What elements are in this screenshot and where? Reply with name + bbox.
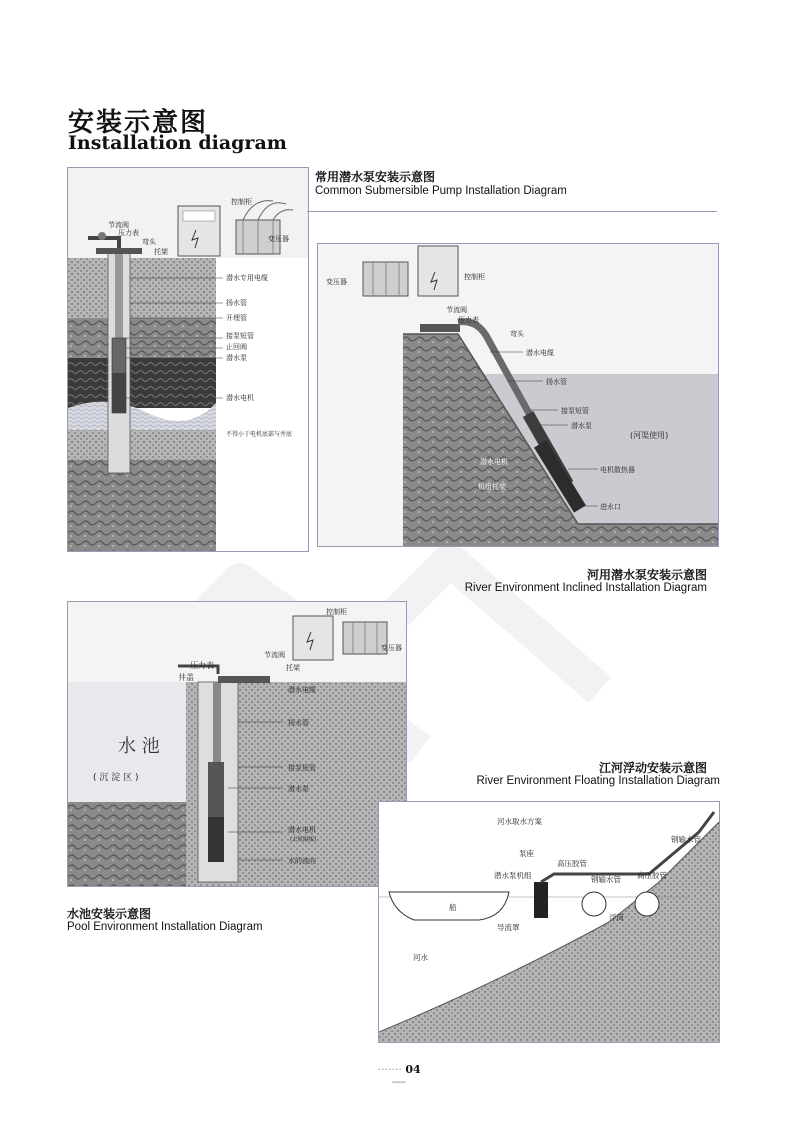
- d3-label-pool: 水 池: [118, 736, 160, 757]
- diagram4-caption-en: River Environment Floating Installation Diagram: [476, 775, 720, 787]
- d2-label-frame: 机组托架: [478, 483, 506, 491]
- d1-label-bracket: 托架: [154, 248, 168, 256]
- d4-label-base: 泵座: [519, 849, 534, 858]
- d4-label-steel2: 钢输水管: [591, 875, 621, 884]
- d3-label-well-cover: 井盖: [178, 673, 194, 682]
- diagram3-figure: [68, 602, 406, 886]
- diagram1-caption-en: Common Submersible Pump Installation Diagram: [315, 185, 567, 197]
- page-number: ······· 04 ──: [377, 1063, 421, 1089]
- d4-label-boat: 船: [449, 903, 457, 912]
- d1-label-riser: 扬水管: [226, 299, 247, 307]
- d2-label-river-use: (河渠使用): [630, 431, 669, 440]
- diagram1-figure: [68, 168, 308, 551]
- d3-label-cabinet: 控制柜: [326, 608, 347, 616]
- d1-label-throttle: 节流阀: [108, 221, 129, 229]
- d1-label-cabinet: 控制柜: [231, 198, 252, 206]
- diagram2-caption-cn: 河用潜水泵安装示意图: [586, 568, 707, 582]
- d4-label-river: 河水: [413, 953, 428, 962]
- d2-label-motor: 潜水电机: [480, 458, 508, 466]
- d2-label-riser: 扬水管: [546, 378, 567, 386]
- page-title: 安装示意图: [68, 108, 209, 138]
- d4-label-hose1: 高压胶管: [557, 859, 587, 868]
- d3-label-bracket: 托架: [286, 664, 300, 672]
- d3-label-motor-sub: (去机隔板): [290, 837, 317, 843]
- diagram3-caption-cn: 水池安装示意图: [67, 907, 152, 921]
- diagram4-figure: [379, 802, 719, 1042]
- d4-label-scheme: 河水取水方案: [497, 817, 542, 826]
- d3-label-throttle: 节流阀: [264, 651, 285, 659]
- diagram1-caption-cn: 常用潜水泵安装示意图: [315, 170, 436, 184]
- d3-label-gauge: 压力表: [190, 661, 214, 670]
- d1-label-check: 止回阀: [226, 343, 247, 351]
- diagram3-caption-en: Pool Environment Installation Diagram: [67, 921, 263, 933]
- d1-label-cable: 潜水专用电缆: [226, 274, 268, 282]
- d2-label-inlet: 进水口: [600, 503, 621, 511]
- d2-label-transformer: 变压器: [326, 278, 347, 286]
- d3-label-joint: 接泵短管: [288, 764, 316, 772]
- d3-label-pump: 潜水泵: [288, 785, 309, 793]
- d1-label-transformer: 变压器: [268, 235, 289, 243]
- d1-label-motor: 潜水电机: [226, 394, 254, 402]
- d1-label-gauge: 压力表: [118, 229, 139, 237]
- d4-label-guide: 导流罩: [497, 923, 520, 932]
- diagram3-panel: [67, 601, 407, 887]
- page-subtitle: Installation diagram: [68, 132, 287, 154]
- d2-label-cable: 潜水电缆: [526, 349, 554, 357]
- d2-label-throttle: 节流阀: [446, 306, 467, 314]
- d2-label-joint: 接泵短管: [561, 407, 589, 415]
- divider-line: [307, 211, 717, 212]
- diagram2-panel: [317, 243, 719, 547]
- d1-label-pump: 潜水泵: [226, 354, 247, 362]
- d4-label-unit: 潜水泵机组: [494, 871, 532, 880]
- d1-label-elbow: 弯头: [142, 238, 156, 246]
- diagram2-caption-en: River Environment Inclined Installation Diagram: [464, 582, 707, 594]
- d3-label-motor: 潜水电机: [288, 826, 316, 834]
- d1-label-note: 不得小于电机底部与井底: [226, 431, 293, 438]
- d3-label-riser: 扬水管: [288, 719, 309, 727]
- diagram4-caption-cn: 江河浮动安装示意图: [598, 761, 707, 775]
- diagram1-panel: [67, 167, 309, 552]
- d3-label-sediment: ( 沉 淀 区 ): [93, 773, 139, 783]
- d3-label-flow: 水的流向: [288, 857, 316, 865]
- d2-label-cabinet: 控制柜: [464, 273, 485, 281]
- diagram4-panel: [378, 801, 720, 1043]
- d4-label-float: 浮筒: [609, 913, 624, 922]
- d1-label-joint: 接泵短管: [226, 332, 254, 340]
- d2-label-elbow: 弯头: [510, 330, 524, 338]
- d4-label-steel1: 钢输水管: [671, 835, 701, 844]
- d2-label-cooler: 电机散热器: [600, 466, 635, 474]
- d2-label-pump: 潜水泵: [571, 422, 592, 430]
- d2-label-gauge: 压力表: [458, 316, 479, 324]
- d3-label-cable: 潜水电缆: [288, 686, 316, 694]
- diagram2-figure: [318, 244, 718, 546]
- d1-label-casing: 开埋管: [226, 314, 247, 322]
- d4-label-hose2: 高压胶管: [637, 871, 667, 880]
- d3-label-transformer: 变压器: [381, 644, 402, 652]
